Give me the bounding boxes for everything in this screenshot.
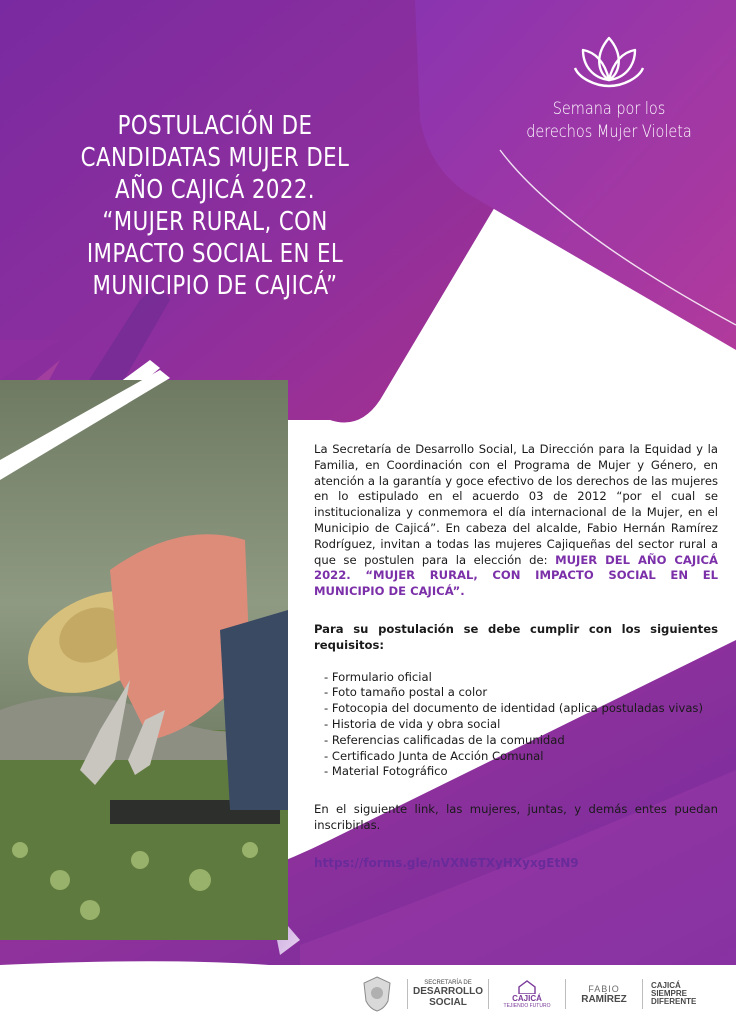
footer-divider (642, 979, 643, 1009)
list-item: - Historia de vida y obra social (324, 716, 501, 731)
main-content (314, 442, 718, 872)
page-title: POSTULACIÓN DE CANDIDATAS MUJER DEL AÑO CAJICÁ 2022. “MUJER RURAL, CON IMPACTO SOCIAL EN EL MUNICIPIO DE CAJICÁ” (80, 111, 350, 301)
secretaria-bot: SOCIAL (429, 997, 467, 1008)
lotus-icon (573, 28, 645, 94)
church-icon (517, 980, 537, 994)
slogan-1: CAJICÁ (651, 981, 681, 990)
highlight-text: MUJER DEL AÑO CAJICÁ 2022. “MUJER RURAL, CON IMPACTO SOCIAL EN EL MUNICIPIO DE CAJICÁ”. (314, 552, 718, 599)
diagonal-cut (0, 340, 330, 480)
fabio-ramirez-logo (574, 984, 634, 1005)
secretaria-top: SECRETARÍA DE (424, 980, 472, 986)
municipal-seal-icon (355, 975, 399, 1013)
form-link[interactable]: https://forms.gle/nVXN6TXyHXyxgEtN9 (314, 855, 579, 870)
cajica-tag: TEJIENDO FUTURO (503, 1002, 551, 1009)
list-item: - Material Fotográfico (324, 764, 448, 779)
requirements-list (314, 670, 718, 781)
brand-block (500, 28, 718, 144)
slogan-3: DIFERENTE (651, 997, 697, 1006)
footer-divider (488, 979, 489, 1009)
footer-divider (407, 979, 408, 1009)
footer-logos (355, 972, 725, 1016)
cajica-logo (497, 980, 557, 1009)
brand-line-2: derechos Mujer Violeta (526, 122, 692, 142)
list-item: - Certificado Junta de Acción Comunal (324, 748, 544, 763)
slogan-logo (651, 982, 713, 1006)
requirements-title: Para su postulación se debe cumplir con los siguientes requisitos: (314, 621, 718, 652)
link-instructions: En el siguiente link, las mujeres, juntas, y demás entes puedan inscribirlas. (314, 802, 718, 832)
secretaria-mid: DESARROLLO (413, 986, 483, 997)
brand-line-1: Semana por los (552, 99, 666, 119)
intro-paragraph (314, 442, 718, 600)
list-item: - Referencias calificadas de la comunidad (324, 732, 565, 747)
fabio-text: FABIO (588, 983, 620, 994)
slogan-2: SIEMPRE (651, 989, 688, 998)
secretaria-logo (413, 980, 483, 1008)
footer-divider (565, 979, 566, 1009)
intro-text: La Secretaría de Desarrollo Social, La Dirección para la Equidad y la Familia, en Coordinación con el Programa de Mujer y Género, en atención a la garantía y goce efectivo de los derechos de las mujeres en lo estipulado en el acuerdo 03 de 2012 “por el cual se institucionaliza y conmemora el día internacional de la Mujer, en el Municipio de Cajicá”. En cabeza del alcalde, Fabio Hernán Ramírez Rodríguez, invitan a todas las mujeres Cajiqueñas del sector rural a que se postulen para la elección de: (314, 442, 718, 567)
list-item: - Fotocopia del documento de identidad (aplica postuladas vivas) (324, 701, 703, 716)
cajica-name: CAJICÁ (512, 993, 542, 1003)
list-item: - Formulario oficial (324, 669, 432, 684)
list-item: - Foto tamaño postal a color (324, 685, 488, 700)
ramirez-text: RAMÍREZ (581, 993, 627, 1005)
